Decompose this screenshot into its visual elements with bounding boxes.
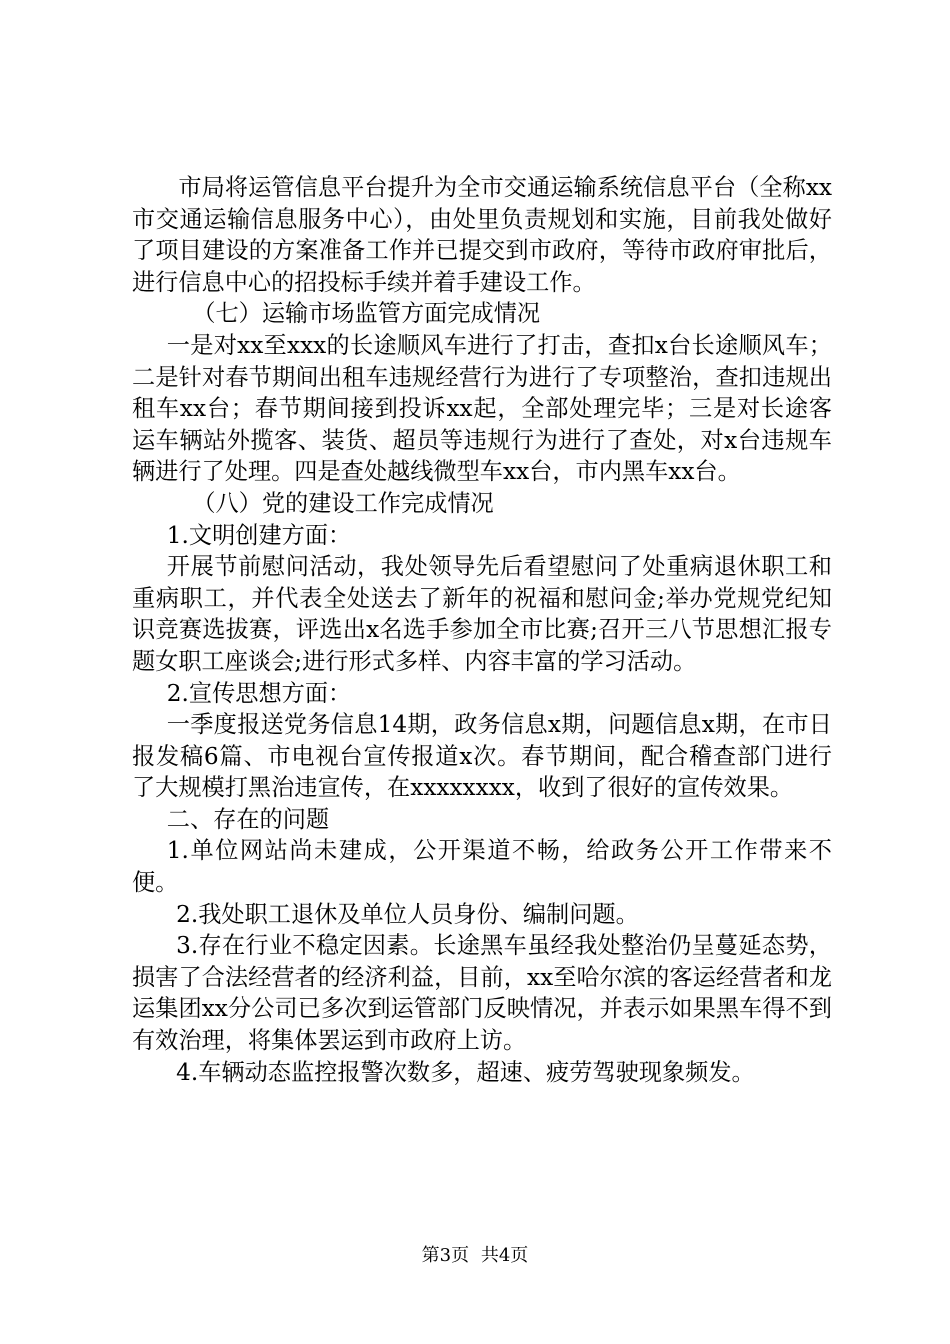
paragraph-market-supervision: 一是对xx至xxx的长途顺风车进行了打击，查扣x台长途顺风车；二是针对春节期间出租车违规经营行为进行了专项整治，查扣违规出租车xx台；春节期间接到投诉xx起，全部处理完毕；三是对长途客运车辆站外揽客、装货、超员等违规行为进行了查处，对x台违规车辆进行了处理。四是查处越线微型车xx台，市内黑车xx台。 — [132, 331, 832, 486]
problem-item-1: 1.单位网站尚未建成，公开渠道不畅，给政务公开工作带来不便。 — [132, 837, 832, 897]
problem-item-3: 3.存在行业不稳定因素。长途黑车虽经我处整治仍呈蔓延态势，损害了合法经营者的经济利益，目前，xx至哈尔滨的客运经营者和龙运集团xx分公司已多次到运管部门反映情况，并表示如果黑车得不到有效治理，将集体罢运到市政府上访。 — [132, 932, 832, 1055]
section-heading-problems: 二、存在的问题 — [166, 805, 330, 833]
page-footer — [0, 1245, 950, 1267]
problem-item-4: 4.车辆动态监控报警次数多，超速、疲劳驾驶现象频发。 — [176, 1058, 755, 1086]
paragraph-civilization: 开展节前慰问活动，我处领导先后看望慰问了处重病退休职工和重病职工，并代表全处送去了新年的祝福和慰问金;举办党规党纪知识竞赛选拔赛，评选出x名选手参加全市比赛;召开三八节思想汇报专题女职工座谈会;进行形式多样、内容丰富的学习活动。 — [132, 553, 832, 675]
document-body — [132, 172, 832, 1088]
page-number: 第3页 — [421, 1245, 470, 1266]
page-total: 共4页 — [480, 1245, 529, 1266]
subheading-publicity: 2.宣传思想方面： — [166, 679, 352, 707]
subheading-civilization: 1.文明创建方面： — [166, 521, 352, 549]
section-heading-party-building: （八）党的建设工作完成情况 — [192, 489, 494, 517]
section-heading-market-supervision: （七）运输市场监管方面完成情况 — [192, 300, 541, 328]
paragraph-publicity: 一季度报送党务信息14期，政务信息x期，问题信息x期，在市日报发稿6篇、市电视台宣传报道x次。春节期间，配合稽查部门进行了大规模打黑治违宣传，在xxxxxxxx，收到了很好的宣传效果。 — [132, 711, 832, 802]
problem-item-2: 2.我处职工退休及单位人员身份、编制问题。 — [176, 900, 639, 928]
paragraph-info-platform: 市局将运管信息平台提升为全市交通运输系统信息平台（全称xx市交通运输信息服务中心），由处里负责规划和实施，目前我处做好了项目建设的方案准备工作并已提交到市政府，等待市政府审批后，进行信息中心的招投标手续并着手建设工作。 — [132, 174, 832, 296]
